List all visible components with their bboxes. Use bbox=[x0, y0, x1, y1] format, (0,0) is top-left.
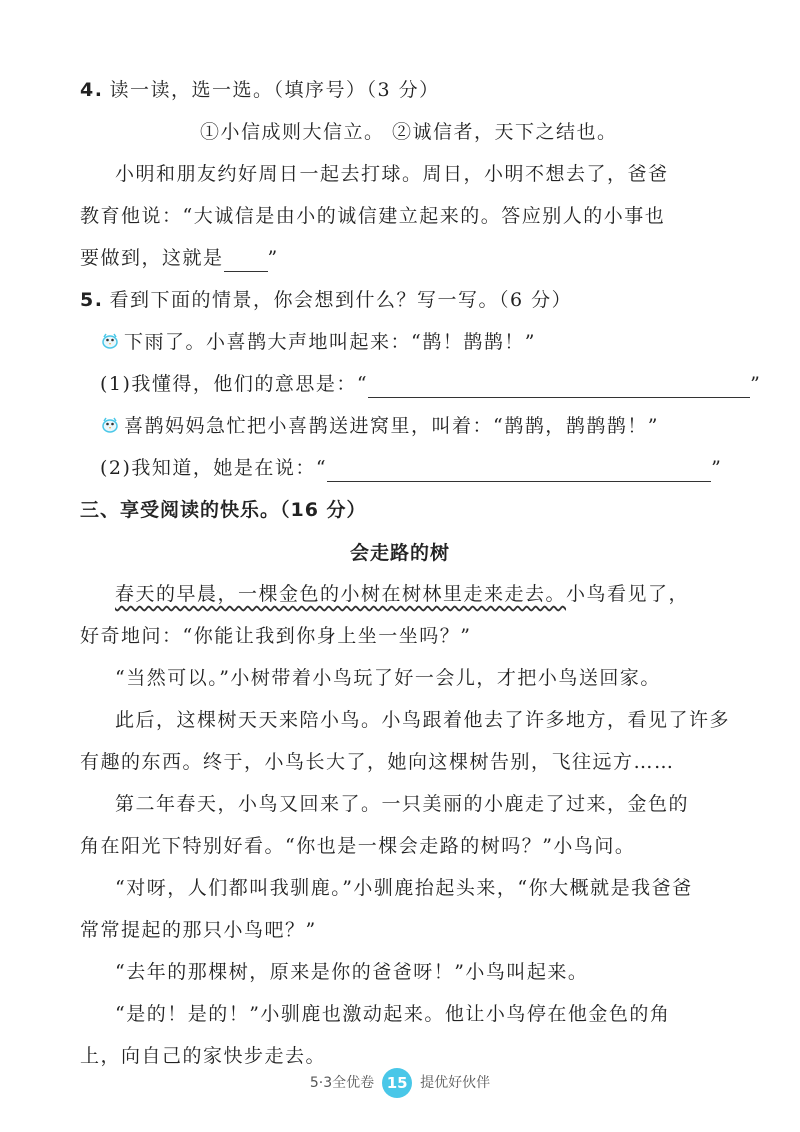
q5-answer-1-prefix: (1)我懂得，他们的意思是：“ bbox=[100, 373, 369, 395]
q5-scene-1 bbox=[100, 328, 730, 356]
q5-prompt bbox=[80, 286, 730, 314]
q4-prompt bbox=[80, 76, 730, 104]
magpie-icon bbox=[100, 331, 120, 351]
story-p5-line1: “对呀，人们都叫我驯鹿。”小驯鹿抬起头来，“你大概就是我爸爸 bbox=[115, 877, 693, 899]
story-p5-line2: 常常提起的那只小鸟吧？” bbox=[80, 919, 317, 941]
q5-answer-1-suffix: ” bbox=[750, 373, 762, 395]
q5-answer-2-suffix: ” bbox=[711, 457, 723, 479]
story-p1-line1 bbox=[115, 580, 730, 608]
story-p1-line2: 好奇地问：“你能让我到你身上坐一坐吗？” bbox=[80, 625, 472, 647]
q4-para-line1: 小明和朋友约好周日一起去打球。周日，小明不想去了，爸爸 bbox=[115, 163, 669, 185]
q4-options: ①小信成则大信立。 ②诚信者，天下之结也。 bbox=[200, 121, 618, 143]
q4-para-prefix: 要做到，这就是 bbox=[80, 247, 224, 269]
story-p7-line1: “是的！是的！”小驯鹿也激动起来。他让小鸟停在他金色的角 bbox=[115, 1003, 671, 1025]
q5-answer-2 bbox=[100, 454, 730, 482]
q5-scene-2-text: 喜鹊妈妈急忙把小喜鹊送进窝里，叫着：“鹊鹊，鹊鹊鹊！” bbox=[124, 415, 659, 437]
q5-number: 5. bbox=[80, 289, 104, 311]
q5-answer-1 bbox=[100, 370, 762, 398]
story-p6: “去年的那棵树，原来是你的爸爸呀！”小鸟叫起来。 bbox=[115, 961, 589, 983]
story-p2: “当然可以。”小树带着小鸟玩了好一会儿，才把小鸟送回家。 bbox=[115, 667, 661, 689]
story-p4-line2: 角在阳光下特别好看。“你也是一棵会走路的树吗？”小鸟问。 bbox=[80, 835, 636, 857]
story-p1-rest: 小鸟看见了， bbox=[566, 583, 690, 605]
q5-answer-1-blank[interactable] bbox=[368, 375, 750, 398]
footer-slogan: 提优好伙伴 bbox=[420, 1075, 491, 1091]
page-footer bbox=[0, 1068, 800, 1098]
q4-text: 读一读，选一选。（填序号）（3 分） bbox=[109, 79, 440, 101]
q5-scene-1-text: 下雨了。小喜鹊大声地叫起来：“鹊！鹊鹊！” bbox=[124, 331, 536, 353]
q4-para-line2: 教育他说：“大诚信是由小的诚信建立起来的。答应别人的小事也 bbox=[80, 205, 666, 227]
page-number: 15 bbox=[382, 1068, 412, 1098]
q5-scene-2 bbox=[100, 412, 730, 440]
q4-para-suffix: ” bbox=[267, 247, 279, 269]
story-underlined-sentence: 春天的早晨，一棵金色的小树在树林里走来走去。 bbox=[115, 583, 567, 605]
footer-brand: 5·3全优卷 bbox=[309, 1075, 375, 1091]
story-p7-line2: 上，向自己的家快步走去。 bbox=[80, 1045, 327, 1067]
q5-answer-2-prefix: (2)我知道，她是在说：“ bbox=[100, 457, 328, 479]
story-p3-line2: 有趣的东西。终于，小鸟长大了，她向这棵树告别，飞往远方…… bbox=[80, 751, 675, 773]
story-p4-line1: 第二年春天，小鸟又回来了。一只美丽的小鹿走了过来，金色的 bbox=[115, 793, 690, 815]
q4-para-line3 bbox=[80, 244, 730, 272]
story-p3-line1: 此后，这棵树天天来陪小鸟。小鸟跟着他去了许多地方，看见了许多 bbox=[115, 709, 731, 731]
section3-heading: 三、享受阅读的快乐。（16 分） bbox=[80, 499, 367, 521]
q4-answer-blank[interactable] bbox=[224, 249, 268, 272]
q5-answer-2-blank[interactable] bbox=[327, 459, 711, 482]
q4-number: 4. bbox=[80, 79, 104, 101]
story-title: 会走路的树 bbox=[349, 542, 450, 564]
q5-text: 看到下面的情景，你会想到什么？写一写。（6 分） bbox=[109, 289, 573, 311]
magpie-icon bbox=[100, 415, 120, 435]
